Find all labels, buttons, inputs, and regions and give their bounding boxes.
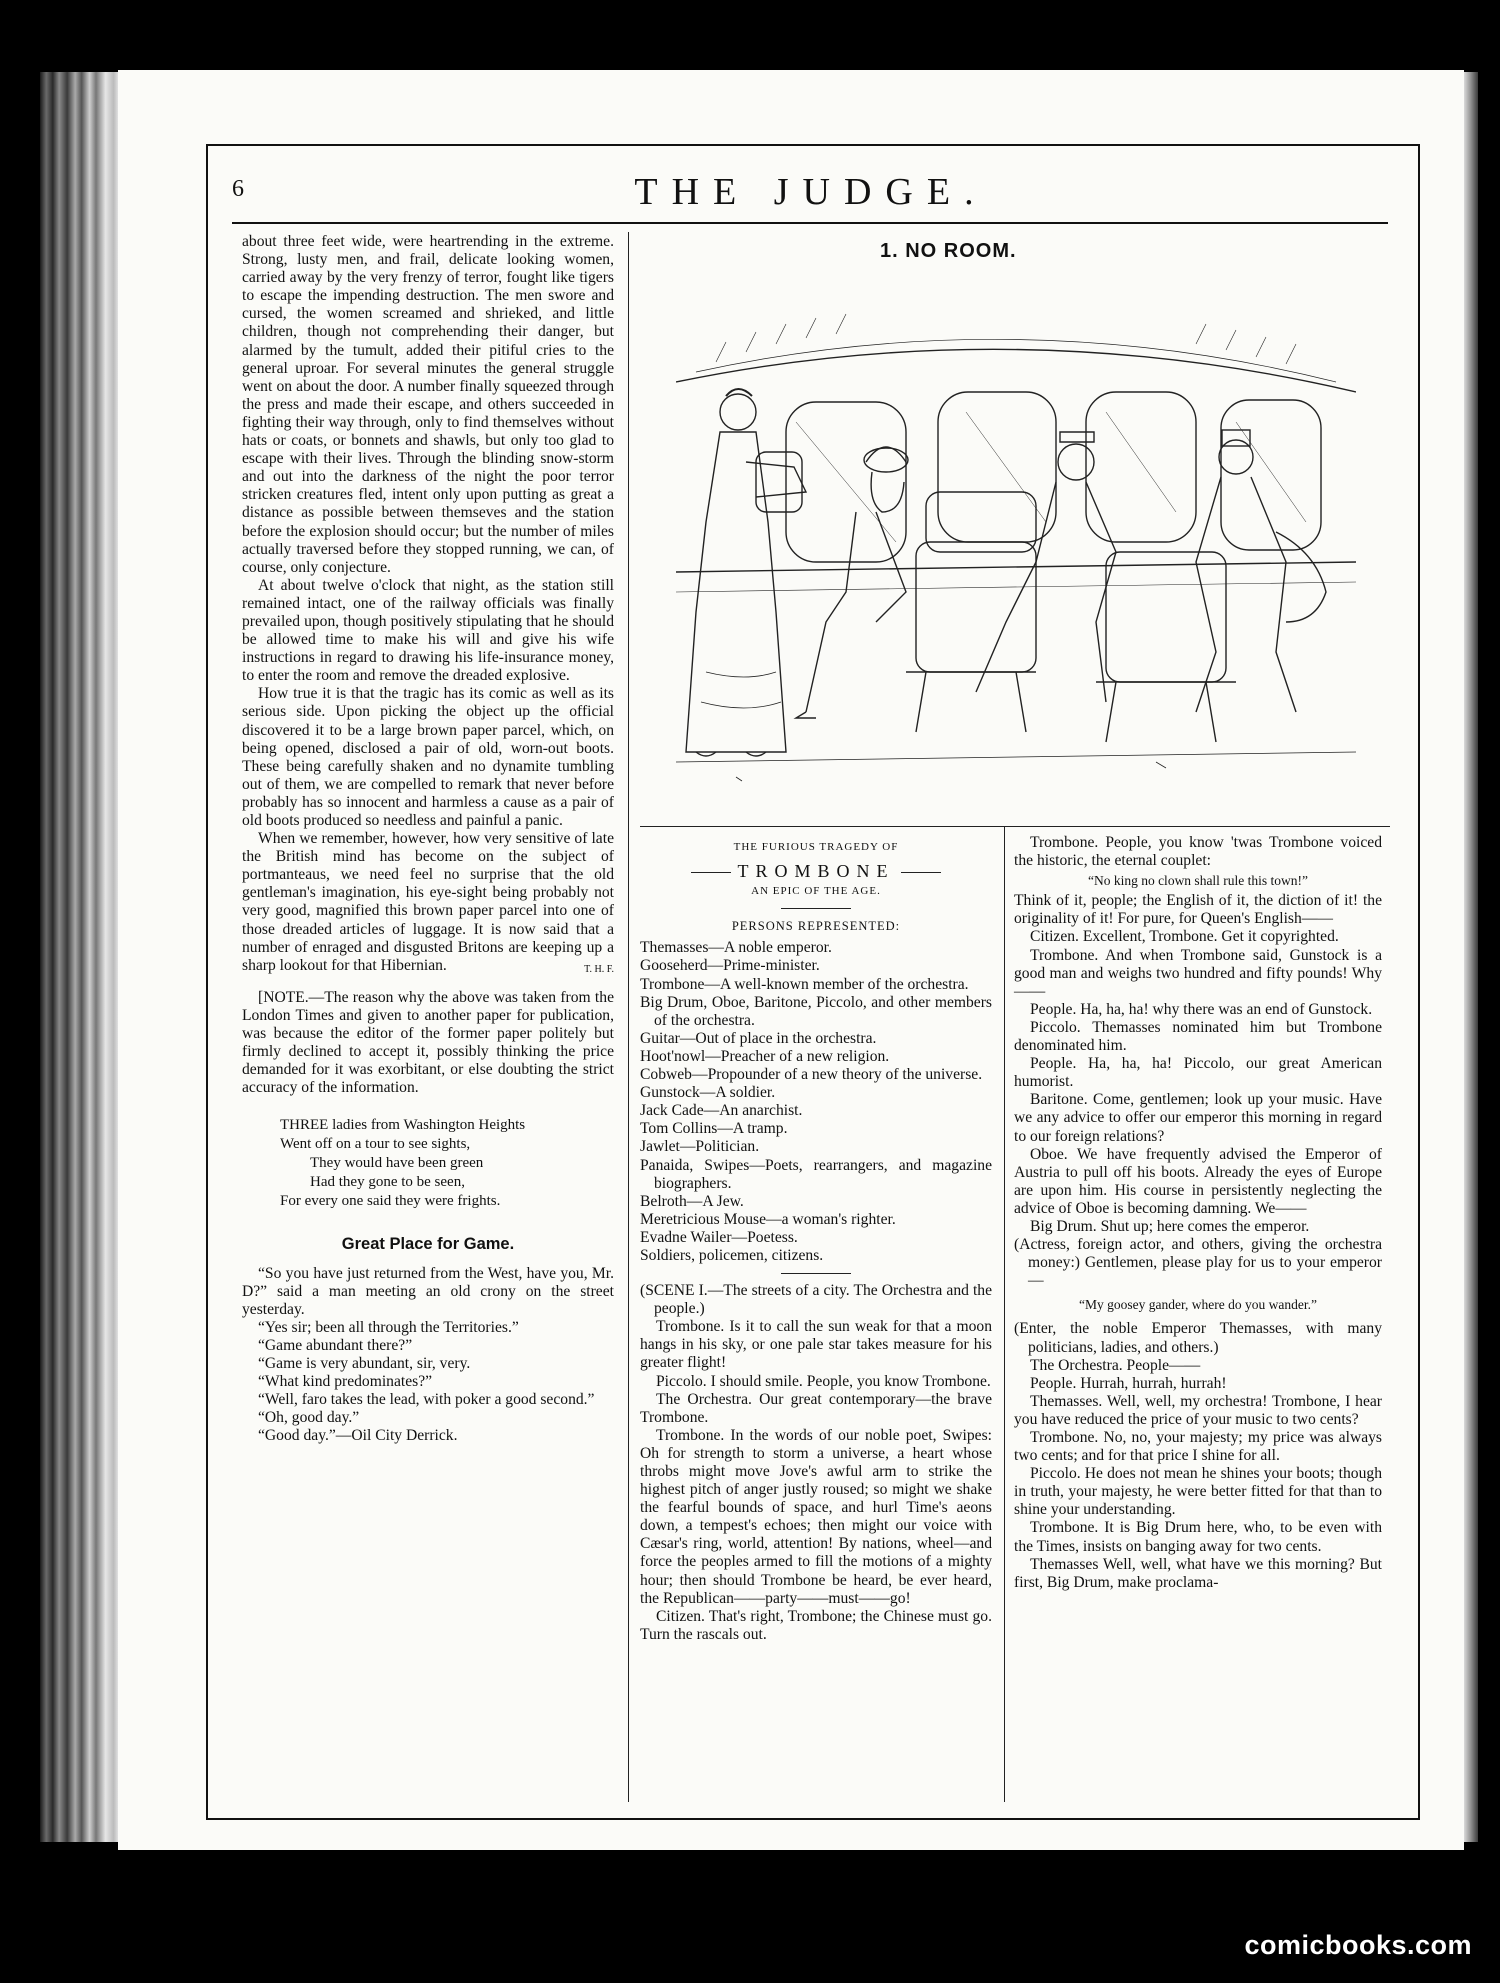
cast-entry: Gooseherd—Prime-minister. (640, 957, 820, 975)
cartoon-bottom-rule (640, 826, 1390, 827)
dialogue-line: “Yes sir; been all through the Territories.” (258, 1318, 519, 1336)
column-divider (628, 232, 629, 1802)
dialogue-line: “Game is very abundant, sir, very. (258, 1355, 471, 1373)
stage-direction: (Actress, foreign actor, and others, giving the orchestra money:) Gentlemen, please play for us to your emperor— (1014, 1236, 1382, 1290)
dialogue-line: “Game abundant there?” (258, 1336, 413, 1354)
next-page-edge (1462, 72, 1478, 1842)
dialogue-line: Trombone. It is Big Drum here, who, to be even with the Times, insists on banging away for two cents. (1014, 1519, 1382, 1555)
masthead-title: THE JUDGE. (634, 171, 988, 213)
story-paragraph: How true it is that the tragic has its comic as well as its serious side. Upon picking the object up the official discovered it to be a large brown paper parcel, which, on being opened, disclosed a pair of old, worn-out boots. These being carefully shaken and no dynamite tumbling out of them, we are compelled to remark that never before probably has so innocent and harmless a cause as a pair of old boots produced so needless and painful a panic. (242, 685, 614, 829)
dialogue-line: Big Drum. Shut up; here comes the emperor. (1030, 1217, 1310, 1235)
poem (280, 1116, 614, 1211)
dialogue-line: Trombone. Is it to call the sun weak for that a moon hangs in his sky, or one pale star takes measure for his greater flight! (640, 1318, 992, 1372)
story-paragraph: When we remember, however, how very sensitive of late the British mind has become on the subject of portmanteaus, we need feel no surprise that the old gentleman's imagination, his eye-sight being probably not very good, magnified this brown paper parcel into one of those dreaded articles of luggage. It is now said that a number of enraged and disgusted Britons are keeping up a sharp lookout for that Hibernian. (242, 830, 614, 974)
poem-line: For every one said they were frights. (280, 1192, 501, 1209)
dialogue-line: Think of it, people; the English of it, the diction of it! the originality of it! For pure, for Queen's English—— (1014, 892, 1382, 928)
editor-note: [NOTE.—The reason why the above was taken from the London Times and given to another paper for publication, was because the editor of the former paper politely but firmly declined to accept it, possibly thinking the price demanded for it was exorbitant, or else doubting the strict accuracy of the information. (242, 988, 614, 1097)
cast-entry: Cobweb—Propounder of a new theory of the universe. (640, 1066, 983, 1084)
cast-entry: Panaida, Swipes—Poets, rearrangers, and magazine biographers. (640, 1156, 992, 1192)
cast-entry: Big Drum, Oboe, Baritone, Piccolo, and other members of the orchestra. (640, 993, 992, 1029)
play-title-block (640, 862, 992, 880)
dialogue-line: Themasses Well, well, what have we this morning? But first, Big Drum, make proclama- (1014, 1555, 1382, 1591)
poem-line: THREE ladies from Washington Heights (280, 1116, 526, 1133)
dialogue-line: People. Ha, ha, ha! Piccolo, our great American humorist. (1014, 1055, 1382, 1091)
column-divider (1004, 826, 1005, 1802)
dialogue-line: “Oh, good day.” (258, 1409, 360, 1427)
dialogue-line: Citizen. Excellent, Trombone. Get it copyrighted. (1030, 928, 1339, 946)
quoted-song: “My goosey gander, where do you wander.” (1079, 1297, 1317, 1313)
cast-entry: Guitar—Out of place in the orchestra. (640, 1029, 877, 1047)
dialogue-line: People. Ha, ha, ha! why there was an end of Gunstock. (1030, 1000, 1373, 1018)
dialogue-line: Oboe. We have frequently advised the Emperor of Austria to pull off his boots. Already the eyes of Europe are upon him. His course in persistently neglecting the advice of Oboe is becoming damning. We—— (1014, 1145, 1382, 1217)
right-column (1014, 834, 1382, 1592)
stage-direction: (Enter, the noble Emperor Themasses, with many politicians, ladies, and others.) (1014, 1320, 1382, 1356)
dialogue-line: The Orchestra. Our great contemporary—the brave Trombone. (640, 1390, 992, 1426)
poem-line: They would have been green (310, 1154, 484, 1171)
dialogue-line: The Orchestra. People—— (1030, 1356, 1201, 1374)
title-rule (691, 872, 731, 873)
cast-entry: Gunstock—A soldier. (640, 1084, 776, 1102)
dialogue-line: People. Hurrah, hurrah, hurrah! (1030, 1374, 1227, 1392)
cartoon-illustration (676, 292, 1356, 812)
scene-direction: (SCENE I.—The streets of a city. The Orchestra and the people.) (640, 1282, 992, 1318)
cast-entry: Trombone—A well-known member of the orchestra. (640, 975, 969, 993)
cartoon-title: 1. NO ROOM. (880, 240, 1017, 262)
cast-entry: Evadne Wailer—Poetess. (640, 1228, 798, 1246)
author-signature: T. H. F. (584, 963, 614, 975)
dialogue-line: Trombone. And when Trombone said, Gunstock is a good man and weighs two hundred and fifty pounds! Why—— (1014, 946, 1382, 1000)
story-paragraph: about three feet wide, were heartrending in the extreme. Strong, lusty men, and frail, delicate looking women, carried away by the very frenzy of terror, fought like tigers to escape the impending destruction. The men swore and cursed, the women screamed and shrieked, and little children, though not comprehending their danger, but alarmed by the tumult, added their pitiful cries to the general uproar. For several minutes the general struggle went on about the door. A number finally squeezed through the press and made their escape, and others succeeded in fighting their way through, only to find themselves without hats or coats, or bonnets and shawls, but only too glad to escape with their lives. Through the blinding snow-storm and out into the darkness of the night the poor terror stricken creatures fled, intent only upon putting as great a distance as possible between themseves and the station before the explosion should occur; but the number of miles actually traversed before they stopped running, we can, of course, only conjecture. (242, 233, 614, 576)
dialogue-line: Trombone. People, you know 'twas Trombone voiced the historic, the eternal couplet: (1014, 834, 1382, 870)
short-rule (781, 908, 851, 909)
cast-entry: Tom Collins—A tramp. (640, 1120, 788, 1138)
dialogue-line: “What kind predominates?” (258, 1373, 433, 1391)
dialogue-line: Piccolo. I should smile. People, you know Trombone. (656, 1372, 991, 1390)
persons-heading: PERSONS REPRESENTED: (731, 919, 901, 934)
middle-column (640, 838, 992, 1644)
dialogue-line: Piccolo. He does not mean he shines your boots; though in truth, your majesty, he were better fitted for that than to shine your understanding. (1014, 1465, 1382, 1519)
short-rule (781, 1273, 851, 1274)
cast-entry: Themasses—A noble emperor. (640, 939, 832, 957)
dialogue-line: Trombone. In the words of our noble poet, Swipes: Oh for strength to storm a universe, a heart whose throbs might move Jove's awful arm to strike the highest pitch of anger justly roused; so might we shake the fearful bounds of space, and hurl Time's aeons down, a tempest's echoes; then might our voice with Cæsar's ring, world, attention! By nations, wheel—and force the peoples armed to fill the motions of a mighty hour; then should Trombone be heard, be ever heard, the Republican——party——must——go! (640, 1426, 992, 1607)
play-kicker: THE FURIOUS TRAGEDY OF (733, 841, 899, 853)
cast-entry: Jawlet—Politician. (640, 1138, 760, 1156)
poem-line: Went off on a tour to see sights, (280, 1135, 471, 1152)
cast-entry: Hoot'nowl—Preacher of a new religion. (640, 1047, 890, 1065)
dialogue-line: “Well, faro takes the lead, with poker a good second.” (258, 1391, 595, 1409)
page-number: 6 (232, 176, 244, 202)
watermark: comicbooks.com (1244, 1930, 1472, 1960)
dialogue-line: Themasses. Well, well, my orchestra! Trombone, I hear you have reduced the price of your music to two cents? (1014, 1392, 1382, 1428)
story-paragraph: At about twelve o'clock that night, as the station still remained intact, one of the railway officials was finally prevailed upon, though positively stipulating that he should be allowed time to make his will and give his wife instructions in regard to drawing his life-insurance money, to enter the room and remove the dreaded explosive. (242, 576, 614, 685)
dialogue-line: “Good day.”—Oil City Derrick. (258, 1427, 458, 1445)
dialogue-line: Piccolo. Themasses nominated him but Trombone denominated him. (1014, 1018, 1382, 1055)
dialogue-line: Baritone. Come, gentlemen; look up your music. Have we any advice to offer our emperor this morning in regard to our foreign relations? (1014, 1091, 1382, 1145)
cast-entry: Meretricious Mouse—a woman's righter. (640, 1210, 896, 1228)
dialogue-line: Trombone. No, no, your majesty; my price was always two cents; and for that price I shine for all. (1014, 1429, 1382, 1465)
poem-line: Had they gone to be seen, (310, 1173, 465, 1190)
header-rule (232, 222, 1388, 224)
cast-entry: Jack Cade—An anarchist. (640, 1102, 803, 1120)
quoted-couplet: “No king no clown shall rule this town!” (1087, 873, 1309, 889)
book-binding (40, 72, 120, 1842)
play-subtitle: AN EPIC OF THE AGE. (751, 885, 881, 898)
dialogue-line: Citizen. That's right, Trombone; the Chinese must go. Turn the rascals out. (640, 1607, 992, 1643)
left-column (242, 233, 614, 1446)
cast-entry: Belroth—A Jew. (640, 1192, 744, 1210)
dialogue-line: “So you have just returned from the West, have you, Mr. D?” said a man meeting an old crony on the street yesterday. (242, 1264, 614, 1318)
title-rule (901, 872, 941, 873)
cast-entry: Soldiers, policemen, citizens. (640, 1246, 824, 1264)
play-title: TROMBONE (737, 861, 895, 882)
section-heading: Great Place for Game. (341, 1234, 515, 1253)
